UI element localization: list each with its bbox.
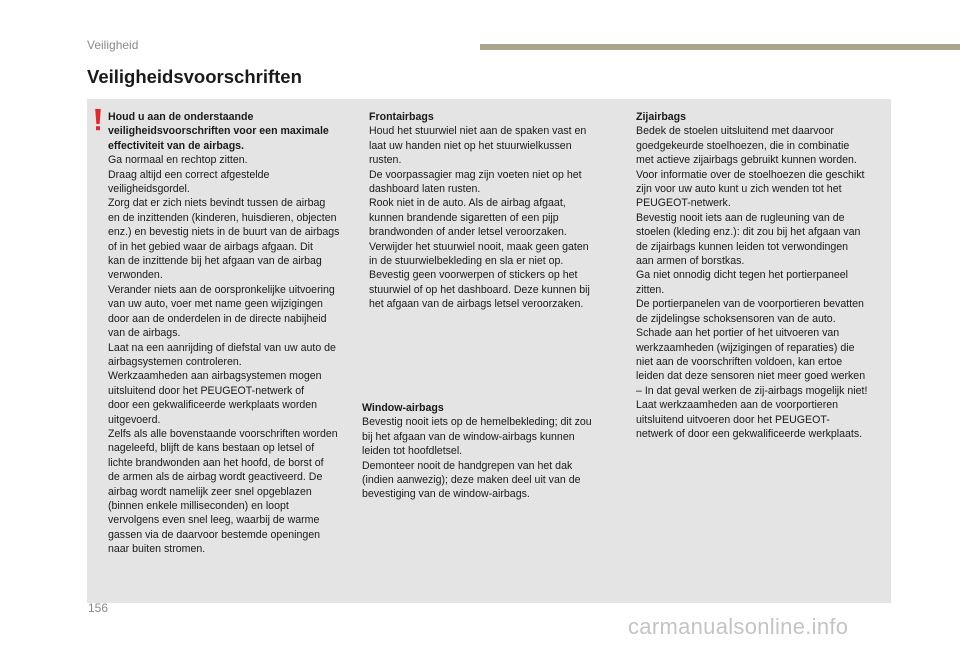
section-label: Veiligheid — [87, 38, 139, 52]
window-airbags-heading: Window-airbags — [362, 402, 444, 414]
page-number: 156 — [88, 601, 109, 615]
side-airbags-column — [636, 110, 884, 441]
front-airbags-column — [369, 110, 609, 312]
window-airbags-body: Bevestig nooit iets op de hemelbekleding; dit zou bij het afgaan van de window-airbags kunnen leiden tot hoofdletsel. Demonteer nooit de handgrepen van het dak (indien aanwezig); deze maken deel uit van de bevestiging van de window-airbags. — [362, 416, 592, 501]
side-airbags-heading: Zijairbags — [636, 111, 687, 123]
header-bar — [480, 44, 960, 50]
warning-column — [108, 110, 356, 557]
warning-body: Ga normaal en rechtop zitten. Draag altijd een correct afgestelde veiligheidsgordel. Zorg dat er zich niets bevindt tussen de airbag en de inzittenden (kinderen, huisdieren, objecten enz.) en bevestig niets in de buurt van de airbags of in het gebied waar de airbags afgaan. Dit kan de inzittende bij het afgaan van de airbag verwonden. Verander niets aan de oorspronkelijke uitvoering van uw auto, voer met name geen wijzigingen door aan de onderdelen in de directe nabijheid van de airbags. Laat na een aanrijding of diefstal van uw auto de airbagsystemen controleren. Werkzaamheden aan airbagsystemen mogen uitsluitend door het PEUGEOT-netwerk of door een gekwalificeerde werkplaats worden uitgevoerd. Zelfs als alle bovenstaande voorschriften worden nageleefd, blijft de kans bestaan op letsel of lichte brandwonden aan het hoofd, de borst of de armen als de airbag wordt geactiveerd. De airbag wordt namelijk zeer snel opgeblazen (binnen enkele milliseconden) en loopt vervolgens even snel leeg, waarbij de warme gassen via de daarvoor bestemde openingen naar buiten stromen. — [108, 154, 340, 556]
front-airbags-body: Houd het stuurwiel niet aan de spaken vast en laat uw handen niet op het stuurwielkussen rusten. De voorpassagier mag zijn voeten niet op het dashboard laten rusten. Rook niet in de auto. Als de airbag afgaat, kunnen brandende sigaretten of een pijp brandwonden of ander letsel veroorzaken. Verwijder het stuurwiel nooit, maak geen gaten in de stuurwielbekleding en sla er niet op. Bevestig geen voorwerpen of stickers op het stuurwiel of op het dashboard. Deze kunnen bij het afgaan van de airbags letsel veroorzaken. — [369, 125, 590, 311]
watermark: carmanualsonline.info — [628, 614, 849, 639]
page-title: Veiligheidsvoorschriften — [87, 66, 302, 87]
exclamation-icon — [93, 109, 103, 131]
side-airbags-body: Bedek de stoelen uitsluitend met daarvoor goedgekeurde stoelhoezen, die in combinatie met actieve zijairbags gebruikt kunnen worden. Voor informatie over de stoelhoezen die geschikt zijn voor uw auto kunt u zich wenden tot het PEUGEOT-netwerk. Bevestig nooit iets aan de rugleuning van de stoelen (kleding enz.): dit zou bij het afgaan van de zijairbags kunnen leiden tot verwondingen aan armen of borstkas. Ga niet onnodig dicht tegen het portierpaneel zitten. De portierpanelen van de voorportieren bevatten de zijdelingse schoksensoren van de auto. Schade aan het portier of het uitvoeren van werkzaamheden (wijzigingen of reparaties) die niet aan de voorschriften voldoen, kan ertoe leiden dat deze sensoren niet meer goed werken – In dat geval werken de zij-airbags mogelijk niet! Laat werkzaamheden aan de voorportieren uitsluitend uitvoeren door het PEUGEOT- netwerk of door een gekwalificeerde werkplaats. — [636, 125, 868, 440]
warning-heading: Houd u aan de onderstaande veiligheidsvoorschriften voor een maximale effectiviteit van de airbags. — [108, 111, 329, 152]
front-airbags-heading: Frontairbags — [369, 111, 434, 123]
window-airbags-column — [362, 401, 612, 502]
